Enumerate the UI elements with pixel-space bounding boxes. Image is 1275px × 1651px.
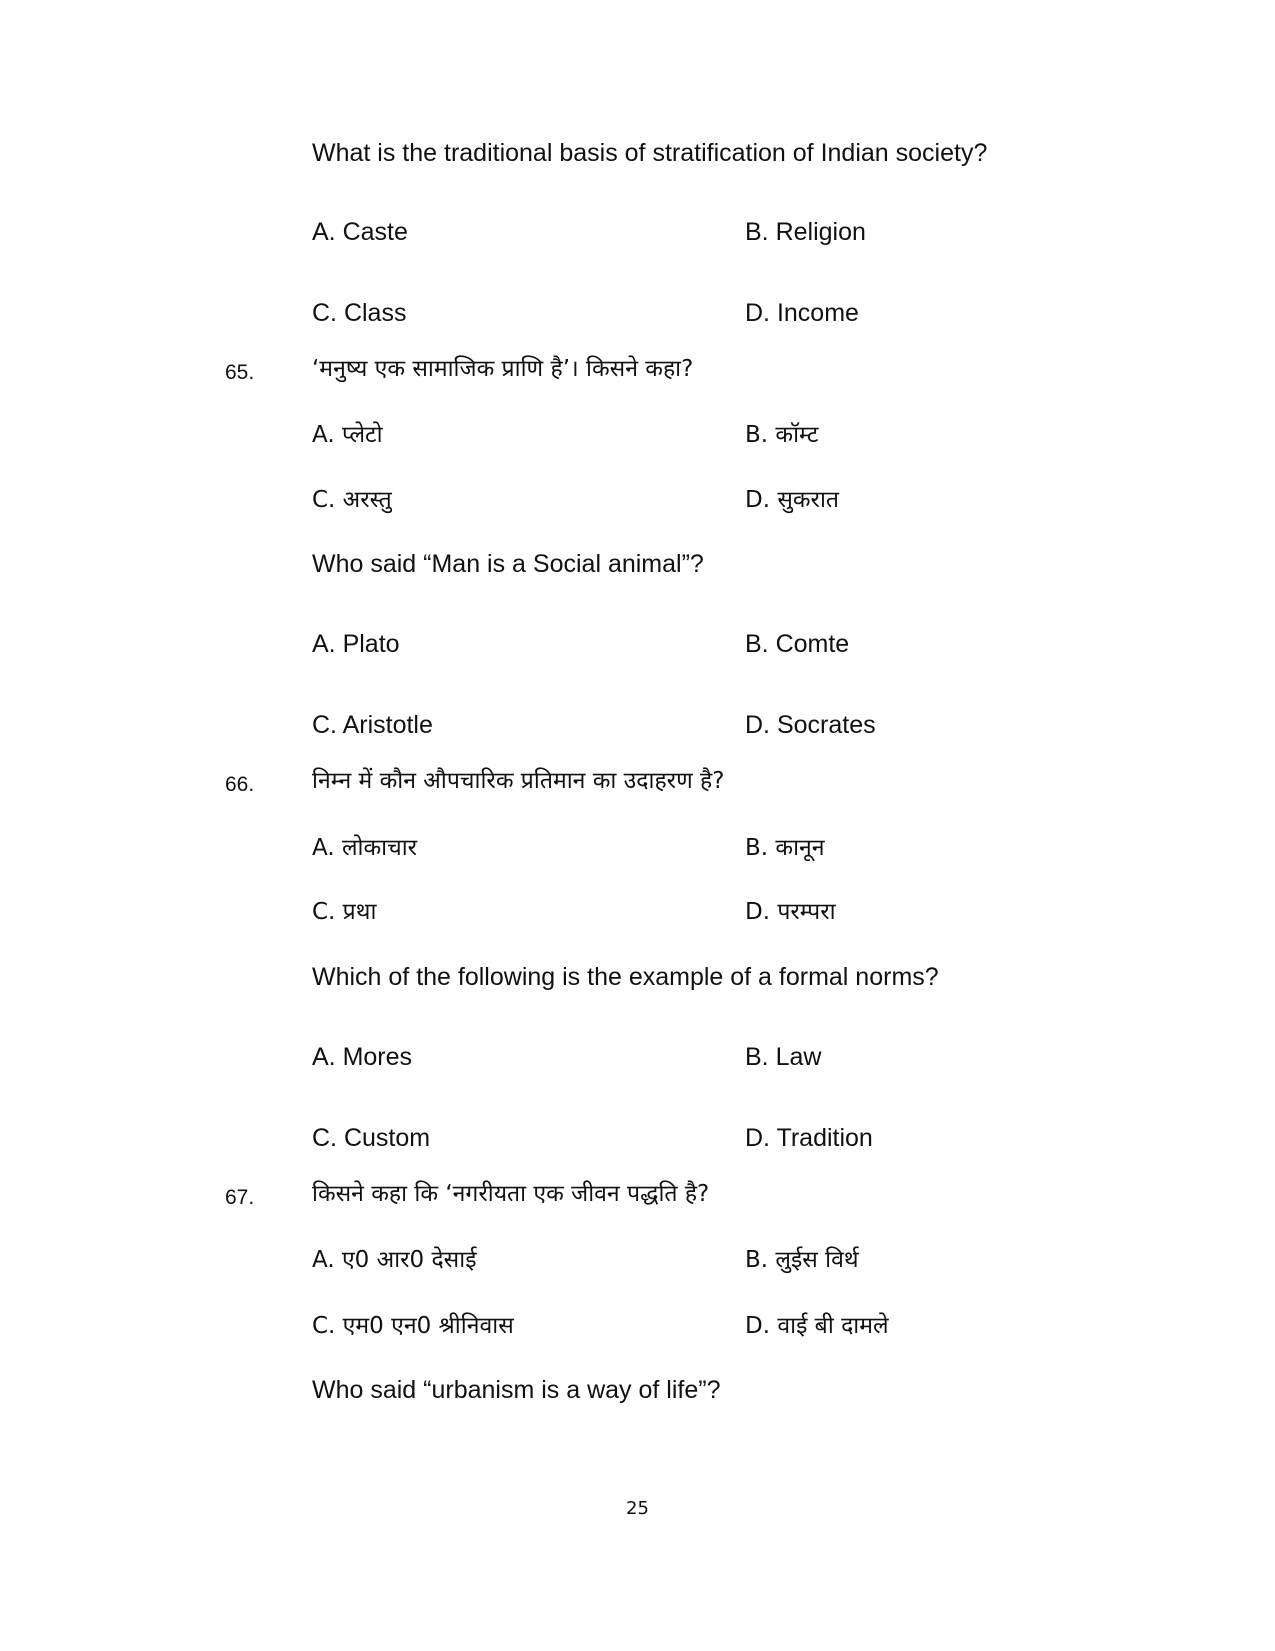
q65-option-c-en: C. Aristotle bbox=[312, 711, 433, 739]
q67-question-en: Who said “urbanism is a way of life”? bbox=[312, 1376, 721, 1404]
q67-option-d-hi: D. वाई बी दामले bbox=[745, 1313, 889, 1339]
q65-option-b-en: B. Comte bbox=[745, 630, 850, 658]
q66-option-c-hi: C. प्रथा bbox=[312, 899, 377, 925]
q66-option-d-en: D. Tradition bbox=[745, 1124, 873, 1152]
q64-question-en: What is the traditional basis of stratification of Indian society? bbox=[312, 139, 988, 167]
q66-option-a-hi: A. लोकाचार bbox=[312, 835, 418, 861]
q65-option-d-en: D. Socrates bbox=[745, 711, 876, 739]
q66-question-hi: निम्न में कौन औपचारिक प्रतिमान का उदाहरण है? bbox=[312, 768, 725, 794]
q64-option-a: A. Caste bbox=[312, 218, 408, 246]
q65-option-a-en: A. Plato bbox=[312, 630, 400, 658]
q66-question-en: Which of the following is the example of a formal norms? bbox=[312, 963, 939, 991]
q67-option-c-hi: C. एम0 एन0 श्रीनिवास bbox=[312, 1313, 514, 1339]
q66-option-a-en: A. Mores bbox=[312, 1043, 413, 1071]
q67-option-b-hi: B. लुईस विर्थ bbox=[745, 1247, 859, 1273]
q65-option-a-hi: A. प्लेटो bbox=[312, 422, 383, 448]
q65-number: 65. bbox=[225, 361, 255, 384]
q64-option-c: C. Class bbox=[312, 299, 407, 327]
q66-option-c-en: C. Custom bbox=[312, 1124, 431, 1152]
q67-option-a-hi: A. ए0 आर0 देसाई bbox=[312, 1247, 477, 1273]
q67-number: 67. bbox=[225, 1186, 255, 1209]
q67-question-hi: किसने कहा कि ‘नगरीयता एक जीवन पद्धति है? bbox=[312, 1181, 710, 1207]
q66-option-b-en: B. Law bbox=[745, 1043, 822, 1071]
page-number: 25 bbox=[626, 1498, 649, 1519]
q66-option-d-hi: D. परम्परा bbox=[745, 899, 836, 925]
q65-option-c-hi: C. अरस्तु bbox=[312, 487, 392, 513]
q66-number: 66. bbox=[225, 773, 255, 796]
q65-question-en: Who said “Man is a Social animal”? bbox=[312, 550, 704, 578]
q64-option-b: B. Religion bbox=[745, 218, 866, 246]
q66-option-b-hi: B. कानून bbox=[745, 835, 825, 861]
q65-option-b-hi: B. कॉम्ट bbox=[745, 422, 819, 448]
q64-option-d: D. Income bbox=[745, 299, 859, 327]
q65-question-hi: ‘मनुष्य एक सामाजिक प्राणि है’। किसने कहा? bbox=[312, 356, 694, 382]
q65-option-d-hi: D. सुकरात bbox=[745, 487, 840, 513]
